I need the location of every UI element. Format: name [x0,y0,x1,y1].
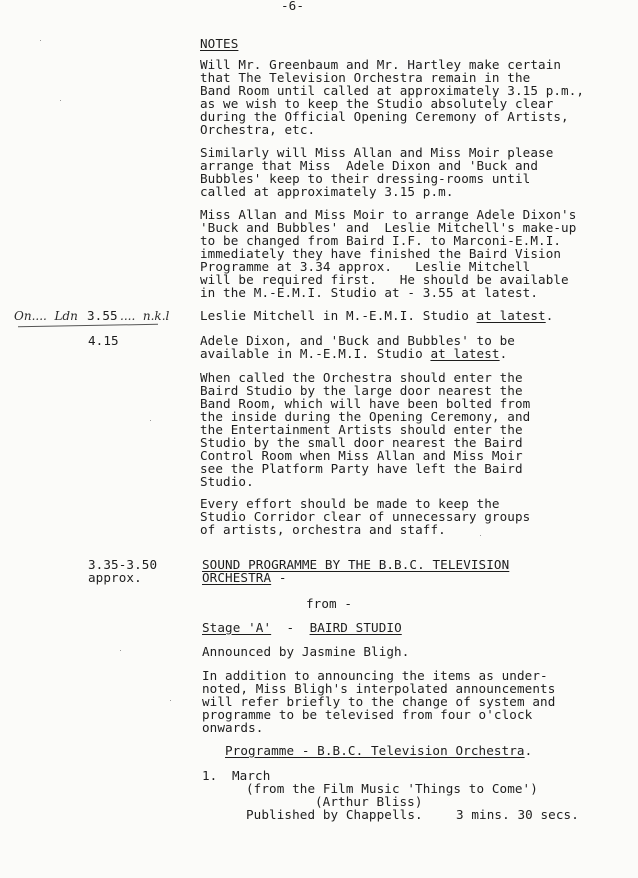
text-line: When called the Orchestra should enter the [200,370,523,385]
text-line: will refer briefly to the change of system and [202,694,556,709]
sound-heading-dash: - [271,570,287,585]
text-line: see the Platform Party have left the Baird [200,461,523,476]
adele-line-emphasis: at latest [430,346,500,361]
text-line: 'Buck and Bubbles' and Leslie Mitchell's make-up [200,220,577,235]
programme-heading [225,745,532,758]
text-line: Miss Allan and Miss Moir to arrange Adele Dixon's [200,207,577,222]
text-line: noted, Miss Bligh's interpolated announcements [202,681,556,696]
text-line: that The Television Orchestra remain in the [200,70,531,85]
time-approx: approx. [88,570,142,585]
time-3-55: 3.55 [87,308,118,323]
stage-studio: BAIRD STUDIO [309,620,402,635]
text-line: as we wish to keep the Studio absolutely clear [200,96,554,111]
from-line: from - [306,596,353,611]
leslie-line-text: Leslie Mitchell in M.-E.M.I. Studio [200,308,477,323]
text-line: of artists, orchestra and staff. [200,522,446,537]
text-line: to be changed from Baird I.F. to Marconi-E.M.I. [200,233,562,248]
programme-heading-end: . [524,743,533,758]
text-line: will be required first. He should be available [200,272,569,287]
text-line: immediately they have finished the Baird Vision [200,246,562,261]
handwritten-note-left: On.... Ldn [14,309,78,323]
time-4-15: 4.15 [88,333,119,348]
text-line: Band Room until called at approximately 3.15 p.m., [200,83,585,98]
adele-line-2 [200,348,507,361]
text-line: Studio by the small door nearest the Baird [200,435,523,450]
scan-speck [120,650,121,651]
item-publisher: Published by Chappells. [246,807,423,822]
scan-speck [170,700,171,701]
item-number: 1. [202,768,218,783]
text-line: Control Room when Miss Allan and Miss Moir [200,448,523,463]
sound-programme-heading-1: SOUND PROGRAMME BY THE B.B.C. TELEVISION [202,557,510,572]
sound-heading-orchestra: ORCHESTRA [202,570,272,585]
programme-heading-text: Programme - B.B.C. Television Orchestra [225,743,525,758]
text-line: Similarly will Miss Allan and Miss Moir please [200,145,554,160]
text-line: Band Room, which will have been bolted from [200,396,531,411]
text-line: Will Mr. Greenbaum and Mr. Hartley make certain [200,57,562,72]
scan-speck [40,40,41,41]
text-line: In addition to announcing the items as under- [202,668,548,683]
stage-dash: - [271,620,310,635]
scan-speck [480,535,481,536]
adele-line-1: Adele Dixon, and 'Buck and Bubbles' to be [200,333,515,348]
handwritten-note-right: .... n.k.l [120,309,170,323]
adele-line-text: available in M.-E.M.I. Studio [200,346,431,361]
text-line: Every effort should be made to keep the [200,496,500,511]
item-duration: 3 mins. 30 secs. [456,807,579,822]
item-title: March [232,768,271,783]
sound-programme-heading-2 [202,572,287,585]
leslie-line-end: . [545,308,554,323]
text-line: Bubbles' keep to their dressing-rooms until [200,171,531,186]
text-line: Programme at 3.34 approx. Leslie Mitchell [200,259,531,274]
text-line: Baird Studio by the large door nearest the [200,383,523,398]
text-line: during the Official Opening Ceremony of Artists, [200,109,569,124]
text-line: programme to be televised from four o'clock [202,707,533,722]
time-3-35-3-50: 3.35-3.50 [88,557,158,572]
scan-speck [150,420,151,421]
stage-line [202,622,402,635]
notes-heading: NOTES [200,36,239,51]
page-number: -6- [281,0,305,13]
leslie-line-emphasis: at latest [476,308,546,323]
leslie-mitchell-line [200,310,553,323]
adele-line-end: . [499,346,508,361]
text-line: onwards. [202,720,264,735]
text-line: arrange that Miss Adele Dixon and 'Buck and [200,158,539,173]
text-line: Orchestra, etc. [200,122,316,137]
handwritten-underline [18,324,158,327]
item-composer: (Arthur Bliss) [315,794,423,809]
text-line: Studio Corridor clear of unnecessary groups [200,509,531,524]
scan-speck [60,100,61,101]
item-from: (from the Film Music 'Things to Come') [246,781,538,796]
text-line: the inside during the Opening Ceremony, and [200,409,531,424]
text-line: in the M.-E.M.I. Studio at - 3.55 at latest. [200,285,539,300]
announced-line: Announced by Jasmine Bligh. [202,644,410,659]
text-line: the Entertainment Artists should enter the [200,422,523,437]
text-line: Studio. [200,474,254,489]
stage-label: Stage 'A' [202,620,272,635]
text-line: called at approximately 3.15 p.m. [200,184,454,199]
